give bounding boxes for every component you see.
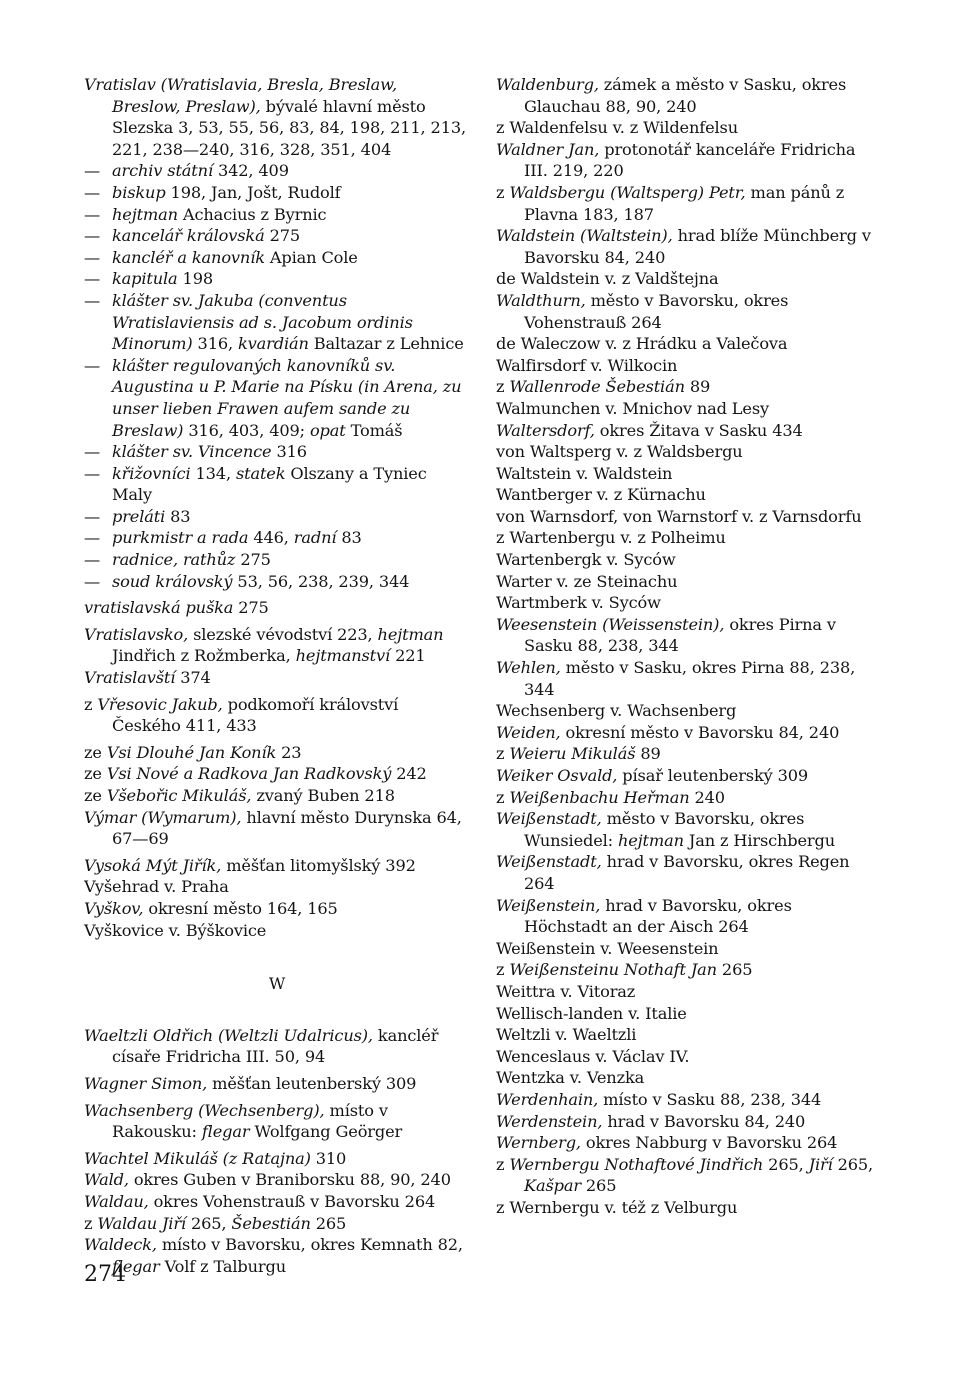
entry-text: kancléř císaře Fridricha III. 50, 94 [112, 1025, 439, 1067]
em-dash-mark [84, 182, 112, 204]
entry-italic-text: Wald, [84, 1170, 129, 1190]
index-entry [84, 268, 470, 290]
entry-text: místo v Rakousku: [112, 1100, 388, 1142]
entry-italic-text: radní [293, 528, 337, 548]
index-entry [496, 290, 880, 333]
entry-text: Tomáš [345, 420, 403, 440]
entry-italic-text: Weiker Osvald, [496, 766, 618, 785]
index-entry [496, 700, 880, 722]
index-entry [84, 1073, 470, 1095]
entry-text: písař leutenberský 309 [617, 766, 809, 785]
index-entry [84, 571, 470, 593]
entry-text: Apian Cole [264, 247, 358, 267]
index-entry [84, 160, 470, 182]
entry-italic-text: kapitula [112, 269, 178, 289]
index-entry [84, 204, 470, 226]
entry-text: 221 [390, 646, 426, 666]
entry-text: de Waldstein v. z Valdštejna [496, 269, 719, 289]
em-dash-mark [84, 290, 112, 312]
index-entry [84, 549, 470, 571]
entry-italic-text: opat [309, 420, 346, 440]
entry-text: Wenceslaus v. Václav IV. [496, 1046, 690, 1066]
entry-italic-text: Wachtel Mikuláš (z Ratajna) [84, 1148, 311, 1168]
section-heading: W [268, 974, 286, 994]
index-entry [84, 667, 470, 689]
entry-text: Wartmberk v. Syców [496, 593, 661, 613]
entry-text: hrad v Bavorsku, okres Regen 264 [524, 852, 850, 893]
index-entry [496, 1132, 880, 1154]
entry-italic-text: klášter sv. Jakuba (conventus Wratislaviensis ad s. Jacobum ordinis Minorum) [112, 290, 413, 354]
em-dash-mark [84, 549, 112, 571]
entry-text: okres Nabburg v Bavorsku 264 [580, 1133, 838, 1153]
index-entry [84, 1148, 470, 1170]
entry-italic-text: Vřesovic Jakub, [97, 694, 223, 714]
entry-text: 265, [763, 1154, 809, 1174]
index-entry [84, 441, 470, 463]
entry-text: Wellisch-landen v. Italie [496, 1003, 687, 1023]
entry-text: Olszany a Tyniec Maly [112, 463, 427, 505]
em-dash-mark [84, 160, 112, 182]
entry-italic-text: Výmar (Wymarum), [84, 807, 242, 827]
entry-text: Wentzka v. Venzka [496, 1068, 645, 1088]
entry-text: z [496, 744, 510, 764]
index-entry [84, 876, 470, 898]
entry-text: protonotář kanceláře Fridricha III. 219, 220 [524, 139, 856, 181]
entry-italic-text: Jiří [808, 1154, 833, 1174]
entry-text: ze [84, 742, 107, 762]
entry-italic-text: Weißenstein, [496, 895, 601, 915]
entry-text: Wantberger v. z Kürnachu [496, 485, 706, 505]
index-entry [84, 920, 470, 942]
index-entry [496, 1067, 880, 1089]
index-entry [496, 398, 880, 420]
entry-text: z [496, 787, 510, 807]
entry-italic-text: Waldstein (Waltstein), [496, 226, 673, 246]
index-entry [496, 268, 880, 290]
index-entry [84, 785, 470, 807]
entry-text: hlavní město Durynska 64, 67—69 [112, 807, 462, 849]
entry-italic-text: hejtman [112, 204, 178, 224]
entry-text: ze [84, 786, 107, 805]
index-entry [496, 808, 880, 851]
entry-text: Wolfgang Geörger [249, 1122, 403, 1142]
entry-text: město v Sasku, okres Pirna 88, 238, 344 [524, 658, 856, 699]
entry-italic-text: Weißenstadt, [496, 809, 602, 829]
index-entry [84, 694, 470, 737]
entry-text: Vyšehrad v. Praha [84, 877, 229, 897]
entry-text: bývalé hlavní město Slezska 3, 53, 55, 56, 83, 84, 198, 211, 213, 221, 238—240, 316, 328, 351, 404 [112, 96, 466, 159]
entry-text: Warter v. ze Steinachu [496, 571, 678, 591]
right-entries-w [496, 74, 880, 1218]
index-entry [496, 1089, 880, 1111]
entry-text: z [84, 694, 98, 714]
index-entry [496, 376, 880, 398]
entry-italic-text: klášter regulovaných kanovníků sv. Augustina u P. Marie na Písku (in Arena, zu unser lieben Frawen aufem sande zu Breslaw) [112, 355, 462, 440]
entry-italic-text: Vratislavští [84, 668, 176, 688]
entry-text: okres Žitava v Sasku 434 [594, 420, 803, 440]
entry-italic-text: Weesenstein (Weissenstein), [496, 614, 725, 634]
entry-text: město v Bavorsku, okres Vohenstrauß 264 [524, 290, 789, 332]
entry-text: místo v Bavorsku, okres Kemnath 82, [156, 1235, 463, 1255]
entry-italic-text: Waldau, [84, 1191, 149, 1211]
entry-text: Wechsenberg v. Wachsenberg [496, 701, 737, 721]
entry-text: hrad blíže Münchberg v Bavorsku 84, 240 [524, 226, 871, 267]
index-entry [84, 182, 470, 204]
index-entry [496, 139, 880, 182]
entry-text: von Waltsperg v. z Waldsbergu [496, 442, 743, 462]
entry-italic-text: Wachsenberg (Wechsenberg), [84, 1100, 325, 1120]
entry-italic-text: Vratislavsko, [84, 624, 189, 644]
em-dash-mark [84, 355, 112, 377]
entry-italic-text: hejtmanství [295, 646, 391, 666]
index-entry [84, 247, 470, 269]
index-entry [496, 743, 880, 765]
em-dash-mark [84, 204, 112, 226]
entry-text: ze [84, 764, 107, 784]
index-entry [496, 938, 880, 960]
index-entry [496, 420, 880, 442]
entry-italic-text: radnice, rathůz [112, 550, 236, 570]
entry-text: 265, [832, 1154, 874, 1174]
entry-text: zvaný Buben 218 [251, 786, 395, 805]
entry-text: Achacius z Byrnic [177, 204, 327, 224]
index-entry [496, 333, 880, 355]
index-entry [496, 1111, 880, 1133]
index-entry [496, 1154, 880, 1197]
entry-text: z [496, 960, 510, 980]
entry-text: 265 [580, 1176, 617, 1196]
index-entry [84, 463, 470, 506]
index-entry [496, 1197, 880, 1219]
entry-italic-text: Waldenburg, [496, 75, 599, 94]
entry-text: 316, [192, 334, 238, 354]
index-entry [496, 959, 880, 981]
index-entry [84, 763, 470, 785]
entry-text: 446, [248, 528, 294, 548]
entry-text: Jan z Hirschbergu [683, 830, 836, 850]
entry-text: z [496, 1154, 510, 1174]
index-entry [84, 527, 470, 549]
index-entry [496, 484, 880, 506]
entry-italic-text: Wernbergu Nothaftové Jindřich [509, 1154, 764, 1174]
index-entry [84, 807, 470, 850]
index-entry [496, 571, 880, 593]
left-entries-v [84, 74, 470, 941]
em-dash-mark [84, 571, 112, 593]
entry-italic-text: Waldner Jan, [496, 139, 600, 159]
entry-text: okres Pirna v Sasku 88, 238, 344 [524, 614, 836, 656]
entry-text: okresní město v Bavorsku 84, 240 [560, 722, 840, 742]
entry-text: 240 [689, 787, 725, 807]
entry-text: 275 [235, 550, 271, 570]
entry-italic-text: Werdenhain, [496, 1089, 599, 1109]
entry-italic-text: Waldthurn, [496, 290, 586, 310]
index-entry [496, 527, 880, 549]
index-entry [496, 1024, 880, 1046]
index-entry [84, 898, 470, 920]
index-entry [84, 1234, 470, 1277]
entry-italic-text: Wagner Simon, [84, 1073, 208, 1093]
entry-text: z [84, 1213, 98, 1233]
entry-text: man pánů z Plavna 183, 187 [524, 182, 845, 224]
entry-italic-text: Weißensteinu Nothaft Jan [509, 960, 717, 980]
index-entry [496, 657, 880, 700]
index-entry [496, 851, 880, 894]
index-entry [496, 1003, 880, 1025]
entry-text: 316 [271, 442, 307, 462]
index-entry [496, 225, 880, 268]
entry-italic-text: kvardián [238, 334, 309, 354]
entry-text: okres Guben v Braniborsku 88, 90, 240 [128, 1170, 451, 1190]
entry-text: 134, [190, 463, 236, 483]
entry-italic-text: křižovníci [112, 463, 191, 483]
index-entry [496, 182, 880, 225]
entry-text: Wartenbergk v. Syców [496, 550, 676, 570]
index-entry [496, 441, 880, 463]
entry-text: Jindřich z Rožmberka, [112, 646, 296, 666]
entry-italic-text: flegar [201, 1122, 250, 1142]
entry-italic-text: Waltersdorf, [496, 420, 595, 440]
entry-italic-text: preláti [112, 506, 166, 526]
index-entry [496, 463, 880, 485]
index-entry [496, 74, 880, 117]
index-entry [84, 1191, 470, 1213]
left-column [84, 74, 470, 1277]
entry-text: okres Vohenstrauß v Bavorsku 264 [148, 1191, 436, 1211]
entry-italic-text: Wehlen, [496, 658, 561, 678]
entry-text: Vyškovice v. Býškovice [84, 920, 267, 940]
index-entry [84, 355, 470, 441]
entry-text: místo v Sasku 88, 238, 344 [598, 1089, 822, 1109]
entry-text: Weittra v. Vitoraz [496, 981, 636, 1001]
entry-text: 374 [175, 668, 211, 688]
entry-italic-text: vratislavská puška [84, 598, 234, 618]
entry-text: 83 [165, 506, 191, 526]
entry-text: 23 [276, 742, 302, 762]
entry-text: Weltzli v. Waeltzli [496, 1025, 637, 1045]
index-entry [496, 1046, 880, 1068]
entry-text: z [496, 182, 510, 202]
index-entry [84, 225, 470, 247]
em-dash-mark [84, 247, 112, 269]
entry-italic-text: hejtman [617, 830, 684, 850]
entry-text: podkomoří království Českého 411, 433 [112, 694, 399, 736]
entry-text: 265 [716, 960, 753, 980]
em-dash-mark [84, 506, 112, 528]
entry-italic-text: Weißenstadt, [496, 852, 602, 872]
entry-text: z Waldenfelsu v. z Wildenfelsu [496, 118, 738, 138]
em-dash-mark [84, 463, 112, 485]
index-entry [84, 624, 470, 667]
entry-italic-text: Waeltzli Oldřich (Weltzli Udalricus), [84, 1025, 373, 1045]
entry-italic-text: Wernberg, [496, 1133, 581, 1153]
entry-italic-text: statek [235, 463, 286, 483]
entry-text: z Wernbergu v. též z Velburgu [496, 1197, 738, 1217]
entry-italic-text: Waldau Jiří [97, 1213, 186, 1233]
entry-italic-text: Weieru Mikuláš [509, 744, 636, 764]
entry-italic-text: Waldeck, [84, 1235, 157, 1255]
index-entry [84, 74, 470, 160]
index-entry [496, 722, 880, 744]
entry-italic-text: archiv státní [112, 161, 213, 181]
em-dash-mark [84, 527, 112, 549]
index-entry [496, 592, 880, 614]
entry-text: 265, [185, 1213, 232, 1233]
entry-text: 53, 56, 238, 239, 344 [232, 571, 410, 591]
entry-text: hrad v Bavorsku, okres Höchstadt an der Aisch 264 [524, 895, 792, 937]
entry-italic-text: kancelář královská [112, 226, 265, 246]
entry-italic-text: Vysoká Mýt Jiřík, [84, 855, 222, 875]
entry-italic-text: purkmistr a rada [112, 528, 249, 548]
index-entry [84, 506, 470, 528]
index-entry [84, 597, 470, 619]
entry-italic-text: Všebořic Mikuláš, [106, 786, 252, 805]
entry-text: 198 [177, 269, 214, 289]
entry-text: Volf z Talburgu [159, 1256, 286, 1276]
page-number: 274 [84, 1262, 126, 1287]
entry-text: Weißenstein v. Weesenstein [496, 938, 719, 958]
entry-text: 316, 403, 409; [183, 420, 310, 440]
entry-text: 310 [310, 1148, 347, 1168]
index-entry [496, 549, 880, 571]
entry-text: 275 [264, 226, 301, 246]
entry-text: měšťan litomyšlský 392 [221, 855, 416, 875]
left-entries-w [84, 1025, 470, 1278]
entry-italic-text: Kašpar [524, 1176, 581, 1196]
index-entry [496, 614, 880, 657]
entry-text: 83 [336, 528, 362, 548]
entry-italic-text: klášter sv. Vincence [112, 442, 272, 462]
em-dash-mark [84, 225, 112, 247]
entry-italic-text: soud královský [112, 571, 233, 591]
index-entry [84, 290, 470, 355]
entry-text: Walmunchen v. Mnichov nad Lesy [496, 398, 769, 418]
entry-text: 198, Jan, Jošt, Rudolf [165, 182, 341, 202]
entry-text: slezské vévodství 223, [188, 624, 378, 644]
right-column [496, 74, 880, 1218]
entry-italic-text: biskup [112, 182, 166, 202]
entry-text: von Warnsdorf, von Warnstorf v. z Varnsdorfu [496, 506, 862, 526]
entry-italic-text: Vsi Nové a Radkova Jan Radkovský [106, 764, 392, 784]
entry-text: okresní město 164, 165 [143, 898, 338, 918]
entry-italic-text: kancléř a kanovník [112, 247, 265, 267]
entry-text: 342, 409 [212, 161, 289, 181]
entry-text: 242 [391, 764, 427, 784]
index-entry [496, 895, 880, 938]
entry-text: měšťan leutenberský 309 [207, 1073, 417, 1093]
entry-italic-text: Vsi Dlouhé Jan Koník [106, 742, 277, 762]
entry-italic-text: Wallenrode Šebestián [509, 377, 685, 397]
entry-italic-text: Weiden, [496, 722, 561, 742]
index-entry [84, 742, 470, 764]
entry-italic-text: Vratislav (Wratislavia, Bresla, Breslaw, Breslow, Preslaw), [84, 75, 397, 116]
entry-text: 265 [310, 1213, 347, 1233]
entry-text: 89 [635, 744, 661, 764]
entry-text: zámek a město v Sasku, okres Glauchau 88, 90, 240 [524, 75, 847, 116]
em-dash-mark [84, 268, 112, 290]
entry-italic-text: Werdenstein, [496, 1111, 603, 1131]
entry-italic-text: Šebestián [231, 1213, 311, 1233]
entry-text: Walfirsdorf v. Wilkocin [496, 355, 678, 375]
index-entry [84, 1169, 470, 1191]
index-entry [496, 117, 880, 139]
index-entry [496, 355, 880, 377]
index-entry [84, 1213, 470, 1235]
index-entry [84, 1100, 470, 1143]
entry-text: z [496, 377, 510, 397]
entry-italic-text: Waldsbergu (Waltsperg) Petr, [509, 182, 746, 202]
entry-text: 275 [233, 598, 269, 618]
em-dash-mark [84, 441, 112, 463]
index-entry [496, 506, 880, 528]
entry-text: 89 [684, 377, 711, 397]
entry-text: Waltstein v. Waldstein [496, 463, 673, 483]
entry-text: hrad v Bavorsku 84, 240 [602, 1111, 806, 1131]
entry-italic-text: Vyškov, [84, 898, 144, 918]
index-entry [84, 1025, 470, 1068]
entry-italic-text: Weißenbachu Heřman [509, 787, 690, 807]
index-entry [84, 855, 470, 877]
entry-text: de Waleczow v. z Hrádku a Valečova [496, 334, 788, 354]
index-entry [496, 787, 880, 809]
entry-italic-text: hejtman [377, 624, 444, 644]
entry-text: Baltazar z Lehnice [308, 334, 464, 354]
entry-text: město v Bavorsku, okres Wunsiedel: [524, 809, 805, 850]
entry-text: z Wartenbergu v. z Polheimu [496, 528, 726, 548]
index-entry [496, 981, 880, 1003]
entry-italic-text: flegar [112, 1256, 160, 1276]
index-entry [496, 765, 880, 787]
